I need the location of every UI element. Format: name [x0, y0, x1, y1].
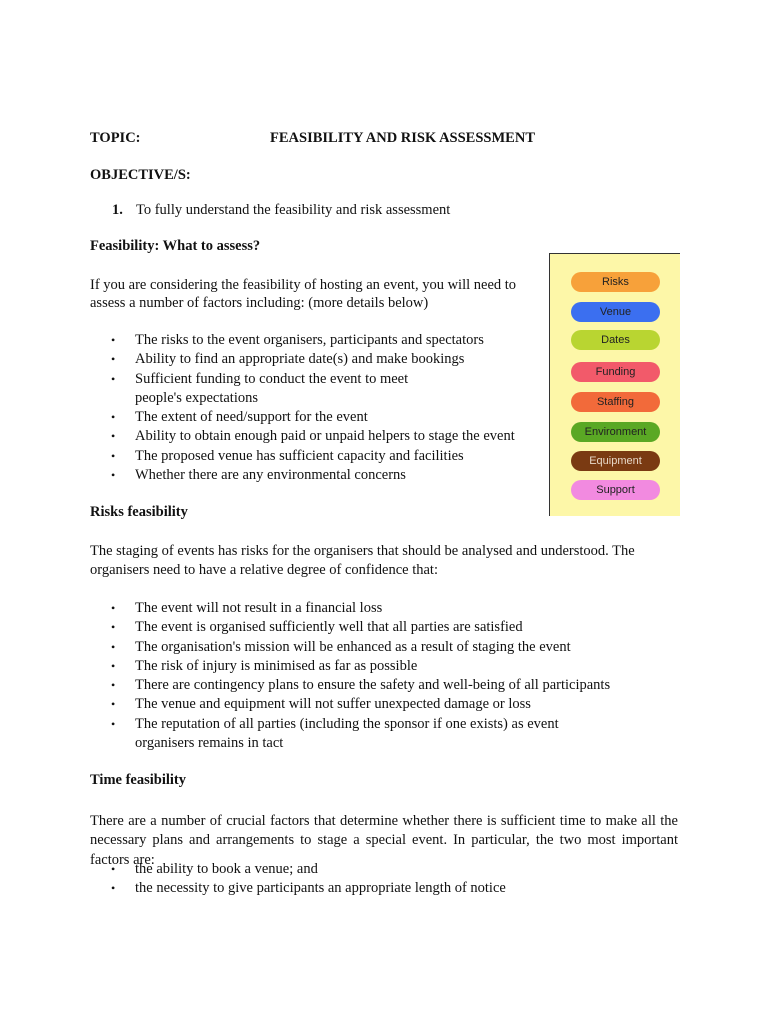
pill-risks: Risks [571, 272, 660, 292]
pill-environment: Environment [571, 422, 660, 442]
time-intro: There are a number of crucial factors that determine whether there is sufficient time to make all the necessary plans and arrangements to stage a special event. In particular, the two most important factors are: [90, 813, 678, 868]
pill-funding: Funding [571, 362, 660, 382]
list-item: • The organisation's mission will be enhanced as a result of staging the event [90, 638, 610, 657]
list-item: • The event is organised sufficiently well that all parties are satisfied [90, 618, 610, 637]
page-title: FEASIBILITY AND RISK ASSESSMENT [270, 130, 535, 146]
risks-intro: The staging of events has risks for the organisers that should be analysed and understood. The organisers need to have a relative degree of confidence that: [90, 543, 635, 579]
list-item: • the ability to book a venue; and [90, 860, 506, 879]
list-item: • Sufficient funding to conduct the event to meet people's expectations [90, 370, 515, 409]
list-item: • The venue and equipment will not suffer unexpected damage or loss [90, 695, 610, 714]
pill-venue: Venue [571, 302, 660, 322]
list-item: • Ability to obtain enough paid or unpaid helpers to stage the event [90, 427, 515, 446]
objective-number: 1. [112, 202, 123, 218]
objective-text: To fully understand the feasibility and risk assessment [136, 202, 451, 218]
pill-support: Support [571, 480, 660, 500]
objective-label: OBJECTIVE/S: [90, 167, 191, 183]
list-item: • The proposed venue has sufficient capacity and facilities [90, 447, 515, 466]
topic-label: TOPIC: [90, 130, 141, 146]
pill-dates: Dates [571, 330, 660, 350]
risks-list [90, 599, 610, 753]
feasibility-heading: Feasibility: What to assess? [90, 238, 261, 254]
list-item: • The event will not result in a financial loss [90, 599, 610, 618]
list-item: • The risks to the event organisers, participants and spectators [90, 331, 515, 350]
list-item: • The risk of injury is minimised as far as possible [90, 657, 610, 676]
list-item: • the necessity to give participants an appropriate length of notice [90, 879, 506, 898]
feasibility-intro-line2: assess a number of factors including: (more details below) [90, 295, 429, 311]
feasibility-factors-panel [549, 253, 680, 516]
list-item: • There are contingency plans to ensure the safety and well-being of all participants [90, 676, 610, 695]
list-item: • Ability to find an appropriate date(s) and make bookings [90, 350, 515, 369]
time-heading: Time feasibility [90, 772, 186, 788]
list-item: • The reputation of all parties (including the sponsor if one exists) as event organisers remains in tact [90, 715, 610, 754]
list-item: • Whether there are any environmental concerns [90, 466, 515, 485]
pill-staffing: Staffing [571, 392, 660, 412]
time-list [90, 860, 506, 899]
feasibility-list [90, 331, 515, 485]
list-item: • The extent of need/support for the event [90, 408, 515, 427]
risks-heading: Risks feasibility [90, 504, 188, 520]
pill-equipment: Equipment [571, 451, 660, 471]
feasibility-intro-line1: If you are considering the feasibility of hosting an event, you will need to [90, 277, 517, 293]
